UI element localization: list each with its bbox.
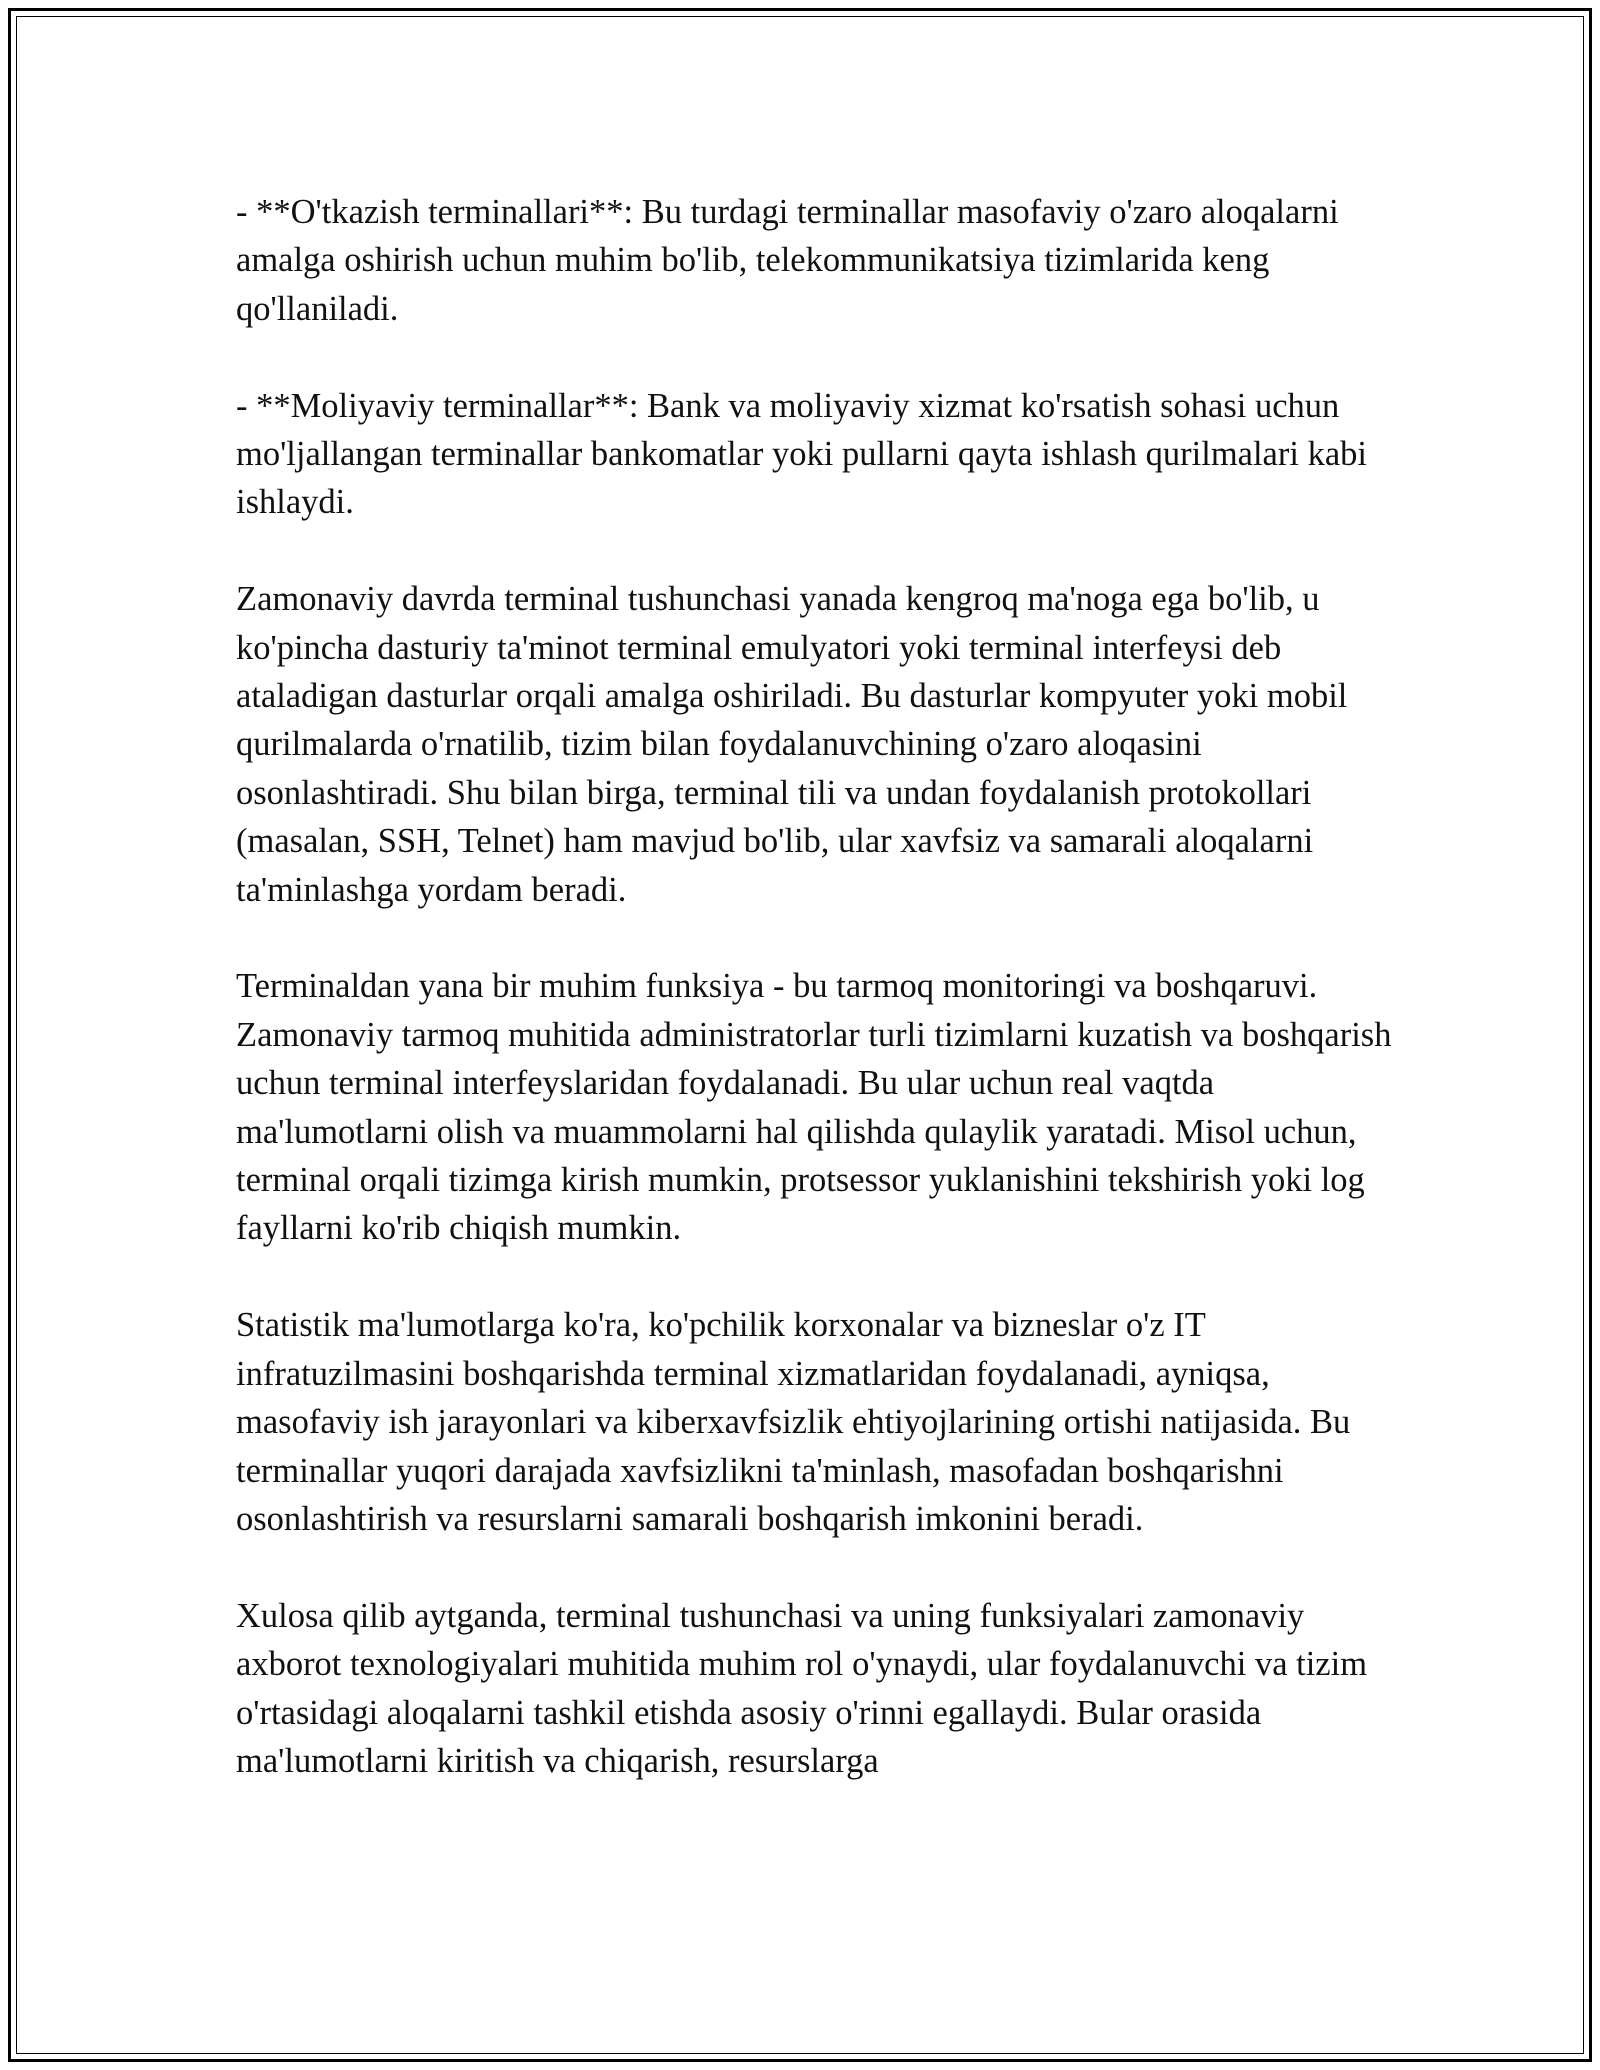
paragraph-modern-terminal-concept: Zamonaviy davrda terminal tushunchasi yanada kengroq ma'noga ega bo'lib, u ko'pincha dasturiy ta'minot terminal emulyatori yoki terminal interfeysi deb ataladigan dasturlar orqali amalga oshiriladi. Bu dasturlar kompyuter yoki mobil qurilmalarda o'rnatilib, tizim bilan foydalanuvchining o'zaro aloqasini osonlashtiradi. Shu bilan birga, terminal tili va undan foydalanish protokollari (masalan, SSH, Telnet) ham mavjud bo'lib, ular xavfsiz va samarali aloqalarni ta'minlashga yordam beradi. xyxy=(236,580,1348,909)
document-body xyxy=(236,188,1406,1834)
paragraph-conclusion: Xulosa qilib aytganda, terminal tushunchasi va uning funksiyalari zamonaviy axborot texnologiyalari muhitida muhim rol o'ynaydi, ular foydalanuvchi va tizim o'rtasidagi aloqalarni tashkil etishda asosiy o'rinni egallaydi. Bular orasida ma'lumotlarni kiritish va chiqarish, resurslarga xyxy=(236,1596,1368,1780)
paragraph-transfer-terminals: - **O'tkazish terminallari**: Bu turdagi terminallar masofaviy o'zaro aloqalarni amalga oshirish uchun muhim bo'lib, telekommunikatsiya tizimlarida keng qo'llaniladi. xyxy=(236,193,1339,328)
paragraph-network-monitoring: Terminaldan yana bir muhim funksiya - bu tarmoq monitoringi va boshqaruvi. Zamonaviy tarmoq muhitida administratorlar turli tizimlarni kuzatish va boshqarish uchun terminal interfeyslaridan foydalanadi. Bu ular uchun real vaqtda ma'lumotlarni olish va muammolarni hal qilishda qulaylik yaratadi. Misol uchun, terminal orqali tizimga kirish mumkin, protsessor yuklanishini tekshirish yoki log fayllarni ko'rib chiqish mumkin. xyxy=(236,967,1392,1248)
paragraph-financial-terminals: - **Moliyaviy terminallar**: Bank va moliyaviy xizmat ko'rsatish sohasi uchun mo'ljallangan terminallar bankomatlar yoki pullarni qayta ishlash qurilmalari kabi ishlaydi. xyxy=(236,386,1367,522)
paragraph-statistics: Statistik ma'lumotlarga ko'ra, ko'pchilik korxonalar va bizneslar o'z IT infratuzilmasini boshqarishda terminal xizmatlaridan foydalanadi, ayniqsa, masofaviy ish jarayonlari va kiberxavfsizlik ehtiyojlarining ortishi natijasida. Bu terminallar yuqori darajada xavfsizlikni ta'minlash, masofadan boshqarishni osonlashtirish va resurslarni samarali boshqarish imkonini beradi. xyxy=(236,1306,1351,1538)
